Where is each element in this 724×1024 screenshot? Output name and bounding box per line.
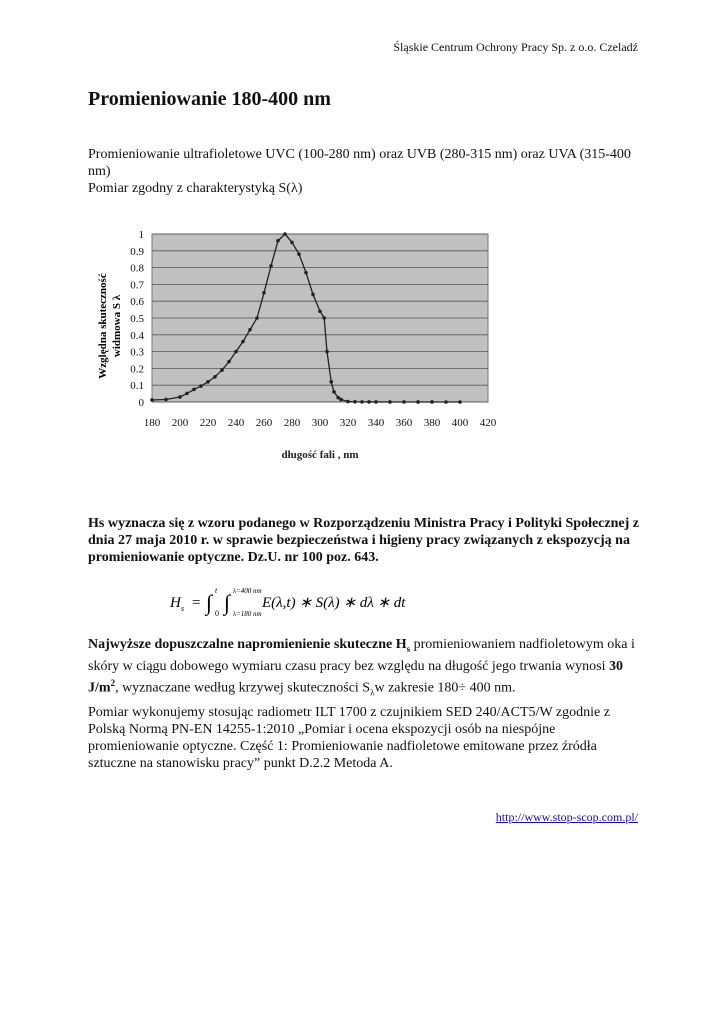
characteristic-prefix: Pomiar zgodny z charakterystyką S( <box>88 181 291 196</box>
data-point-0-9 <box>227 360 231 364</box>
y-tick-label-8: 0.8 <box>130 262 144 275</box>
data-point-0-7 <box>213 375 217 379</box>
data-point-0-15 <box>269 264 273 268</box>
lambda-symbol: λ <box>290 181 298 196</box>
website-link[interactable]: http://www.stop-scop.com.pl/ <box>495 810 638 824</box>
characteristic-suffix: ) <box>297 181 303 196</box>
formula-lhs-sub: s <box>181 604 185 613</box>
y-tick-label-0: 0 <box>138 397 144 409</box>
inner-integral-sign: ∫ <box>224 590 231 615</box>
x-tick-label-3: 240 <box>227 417 245 429</box>
inner-upper-limit: λ=400 nm <box>233 587 262 595</box>
y-tick-label-1: 0.1 <box>130 380 144 393</box>
y-axis-label-group <box>97 273 123 379</box>
formula-svg <box>170 586 430 620</box>
data-point-0-38 <box>444 400 448 404</box>
data-point-0-28 <box>339 398 343 402</box>
x-tick-label-2: 220 <box>199 417 217 429</box>
x-tick-label-0: 180 <box>143 417 161 429</box>
limit-rest-sub: λ <box>370 687 375 698</box>
x-tick-label-9: 360 <box>395 417 413 429</box>
y-axis-label-line2: widmowa S λ <box>111 294 123 358</box>
data-point-0-19 <box>297 252 301 256</box>
x-tick-label-7: 320 <box>339 417 357 429</box>
data-point-0-18 <box>290 241 294 245</box>
x-tick-label-5: 280 <box>283 417 301 429</box>
uv-ranges-text: Promieniowanie ultrafioletowe UVC (100-280 nm) oraz UVB (280-315 nm) oraz UVA (315-400 nm) <box>88 147 631 179</box>
x-tick-label-8: 340 <box>367 417 385 429</box>
data-point-0-12 <box>248 328 252 332</box>
x-tick-label-1: 200 <box>171 417 189 429</box>
outer-lower-limit: 0 <box>215 609 219 618</box>
data-point-0-26 <box>332 390 336 394</box>
x-tick-label-11: 400 <box>451 417 469 429</box>
data-point-0-0 <box>150 398 154 402</box>
outer-integral-sign: ∫ <box>206 590 213 615</box>
data-point-0-37 <box>430 400 434 404</box>
data-point-0-20 <box>304 271 308 275</box>
measurement-characteristic <box>88 180 648 197</box>
measurement-paragraph: Pomiar wykonujemy stosując radiometr ILT 1700 z czujnikiem SED 240/ACT5/W zgodnie z Polską Normą PN-EN 14255-1:2010 „Pomiar i ocena ekspozycji osób na niespójne promieniowanie optyczne. Część 1: Promieniowanie nadfioletowe emitowane przez źródła sztuczne na stanowisku pracy” punkt D.2.2 Metoda A. <box>88 705 610 771</box>
data-point-0-10 <box>234 350 238 354</box>
y-tick-label-3: 0.3 <box>130 346 144 359</box>
data-point-0-33 <box>374 400 378 404</box>
x-axis-label: długość fali , nm <box>281 449 359 461</box>
data-point-0-35 <box>402 400 406 404</box>
chart-svg <box>88 216 508 472</box>
data-point-0-24 <box>325 350 329 354</box>
x-tick-label-6: 300 <box>311 417 329 429</box>
data-point-0-11 <box>241 340 245 344</box>
exposure-formula <box>170 586 430 625</box>
exposure-limit-paragraph <box>88 636 648 701</box>
formula-equals: = <box>192 595 201 611</box>
data-point-0-3 <box>185 392 189 396</box>
x-tick-label-4: 260 <box>255 417 273 429</box>
spectral-efficiency-chart <box>88 216 508 472</box>
data-point-0-2 <box>178 395 182 399</box>
outer-upper-limit: t <box>215 586 218 595</box>
limit-value-sup: 2 <box>110 677 116 688</box>
page-title: Promieniowanie 180-400 nm <box>88 88 331 110</box>
data-point-0-5 <box>199 384 203 388</box>
y-tick-label-2: 0.2 <box>130 363 144 376</box>
y-tick-label-9: 0.9 <box>130 245 144 258</box>
data-point-0-22 <box>318 309 322 313</box>
limit-rest: , wyznaczane według krzywej skuteczności S <box>115 680 371 696</box>
y-tick-label-7: 0.7 <box>130 279 144 292</box>
data-point-0-25 <box>329 380 333 384</box>
limit-value: 30 J/m <box>88 658 623 696</box>
formula-integrand: E(λ,t) ∗ S(λ) ∗ dλ ∗ dt <box>262 595 406 611</box>
data-point-0-32 <box>367 400 371 404</box>
data-point-0-30 <box>353 400 357 404</box>
x-tick-label-12: 420 <box>479 417 497 429</box>
page-header: Śląskie Centrum Ochrony Pracy Sp. z o.o. Czeladź <box>393 40 638 54</box>
data-point-0-17 <box>283 232 287 236</box>
inner-lower-limit: λ=180 nm <box>233 610 262 618</box>
data-point-0-14 <box>262 291 266 295</box>
y-tick-label-6: 0.6 <box>130 296 144 309</box>
y-tick-label-5: 0.5 <box>130 313 144 325</box>
formula-lhs: H <box>170 595 181 611</box>
limit-rest-end: w zakresie 180÷ 400 nm. <box>374 680 516 696</box>
data-point-0-34 <box>388 400 392 404</box>
limit-bold-text: Najwyższe dopuszczalne napromienienie skuteczne H <box>88 637 407 652</box>
data-point-0-1 <box>164 398 168 402</box>
limit-text: promieniowaniem nadfioletowym oka i skóry w ciągu dobowego wymiaru czasu pracy bez względu na długość jego trwania wynosi <box>88 637 635 674</box>
data-point-0-31 <box>360 400 364 404</box>
y-tick-label-10: 1 <box>138 229 144 241</box>
data-point-0-23 <box>322 316 326 320</box>
intro-text <box>88 146 648 197</box>
data-point-0-6 <box>206 380 210 384</box>
regulation-paragraph: Hs wyznacza się z wzoru podanego w Rozporządzeniu Ministra Pracy i Polityki Społecznej z dnia 27 maja 2010 r. w sprawie bezpieczeństwa i higieny pracy związanych z ekspozycją na promieniowanie optyczne. Dz.U. nr 100 poz. 643. <box>88 516 639 565</box>
data-point-0-39 <box>458 400 462 404</box>
data-point-0-4 <box>192 388 196 392</box>
data-point-0-29 <box>346 400 350 404</box>
x-tick-label-10: 380 <box>423 417 441 429</box>
data-point-0-16 <box>276 239 280 243</box>
data-point-0-21 <box>311 293 315 297</box>
data-point-0-8 <box>220 368 224 372</box>
limit-bold-sub: s <box>406 643 411 654</box>
data-point-0-13 <box>255 316 259 320</box>
y-tick-label-4: 0.4 <box>130 329 144 342</box>
y-axis-label-line1: Względna skuteczność <box>97 273 109 379</box>
data-point-0-36 <box>416 400 420 404</box>
